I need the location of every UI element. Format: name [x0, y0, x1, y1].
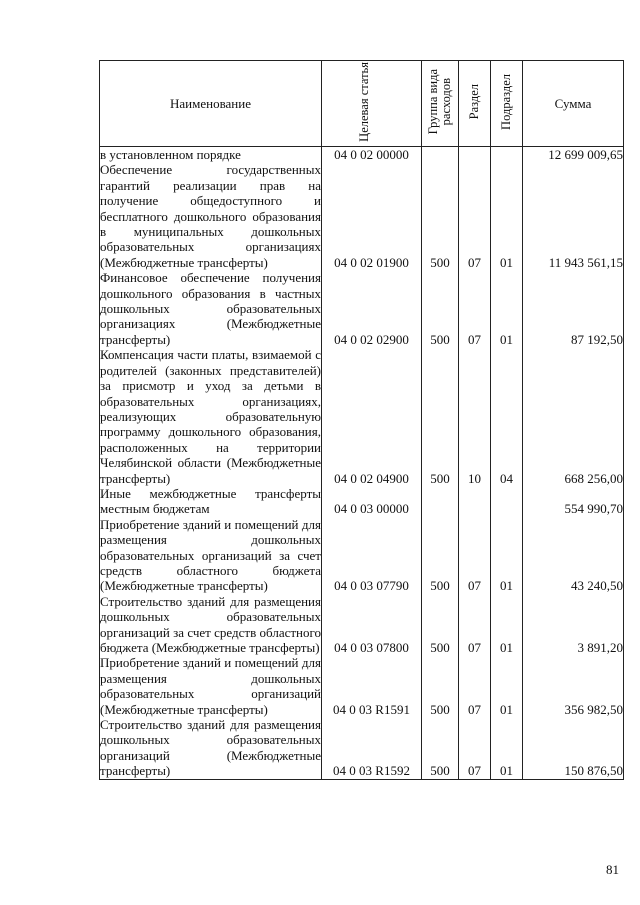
table-row [100, 270, 624, 347]
row-name: Приобретение зданий и помещений для размещения дошкольных образовательных организаций (Межбюджетные трансферты) [100, 655, 321, 717]
row-section: 10 [459, 347, 491, 486]
row-sum: 3 891,20 [523, 594, 624, 656]
row-subsection [491, 147, 523, 163]
row-target-code: 04 0 03 R1592 [322, 717, 422, 779]
row-group: 500 [422, 347, 459, 486]
row-name: в установленном порядке [100, 147, 322, 163]
header-target: Целевая статья [356, 61, 371, 142]
row-section: 07 [459, 517, 491, 594]
table-row [100, 486, 624, 517]
row-sum: 356 982,50 [523, 655, 624, 717]
header-target-cell [322, 61, 422, 147]
table-header-row [100, 61, 624, 147]
row-group [422, 486, 459, 517]
row-name: Приобретение зданий и помещений для размещения дошкольных образовательных организаций за счет средств областного бюджета (Межбюджетные трансферты) [100, 516, 321, 594]
row-subsection [491, 486, 523, 517]
row-sum: 11 943 561,15 [523, 162, 624, 270]
row-group: 500 [422, 517, 459, 594]
row-section: 07 [459, 162, 491, 270]
header-section: Раздел [467, 83, 481, 120]
table-row [100, 717, 624, 779]
row-target-code: 04 0 03 07800 [322, 594, 422, 656]
row-subsection: 01 [491, 517, 523, 594]
header-subsection-cell [491, 61, 523, 147]
row-sum: 87 192,50 [523, 270, 624, 347]
row-name: Компенсация части платы, взимаемой с родителей (законных представителей) за присмотр и уход за детьми в образовательных организациях, реализующих образовательную программу дошкольного образования, расположенных на территории Челябинской области (Межбюджетные трансферты) [100, 347, 321, 486]
header-group-line1: Группа вида [426, 68, 440, 135]
header-group [427, 69, 453, 134]
row-name: Строительство зданий для размещения дошкольных образовательных организаций (Межбюджетные трансферты) [100, 717, 321, 779]
row-target-code: 04 0 02 00000 [322, 147, 422, 163]
row-target-code: 04 0 02 04900 [322, 347, 422, 486]
row-group: 500 [422, 594, 459, 656]
row-subsection: 01 [491, 717, 523, 779]
row-sum: 554 990,70 [523, 486, 624, 517]
header-group-cell [422, 61, 459, 147]
row-group: 500 [422, 270, 459, 347]
table-row [100, 594, 624, 656]
row-section: 07 [459, 717, 491, 779]
row-target-code: 04 0 02 01900 [322, 162, 422, 270]
row-section: 07 [459, 655, 491, 717]
row-name: Обеспечение государственных гарантий реализации прав на получение общедоступного и бесплатного дошкольного образования в муниципальных дошкольных образовательных организациях (Межбюджетные трансферты) [100, 162, 321, 270]
table-row [100, 655, 624, 717]
row-group [422, 147, 459, 163]
row-subsection: 01 [491, 594, 523, 656]
header-name: Наименование [100, 61, 322, 147]
row-section: 07 [459, 270, 491, 347]
row-target-code: 04 0 02 02900 [322, 270, 422, 347]
row-name: Строительство зданий для размещения дошкольных образовательных организаций за счет средств областного бюджета (Межбюджетные трансферты) [100, 593, 321, 655]
row-target-code: 04 0 03 R1591 [322, 655, 422, 717]
budget-table [99, 60, 624, 780]
row-sum: 43 240,50 [523, 517, 624, 594]
row-section [459, 147, 491, 163]
table-row [100, 347, 624, 486]
row-section [459, 486, 491, 517]
page-number: 81 [606, 862, 619, 877]
row-subsection: 01 [491, 162, 523, 270]
row-target-code: 04 0 03 07790 [322, 517, 422, 594]
row-group: 500 [422, 162, 459, 270]
table-body [100, 147, 624, 780]
header-section-cell [459, 61, 491, 147]
header-group-line2: расходов [439, 77, 453, 126]
row-group: 500 [422, 655, 459, 717]
row-subsection: 01 [491, 270, 523, 347]
header-subsection: Подраздел [499, 73, 513, 130]
table-row [100, 147, 624, 163]
row-name: Финансовое обеспечение получения дошкольного образования в частных дошкольных образовательных организациях (Межбюджетные трансферты) [100, 270, 321, 347]
row-subsection: 04 [491, 347, 523, 486]
row-sum: 150 876,50 [523, 717, 624, 779]
table-row [100, 517, 624, 594]
table-row [100, 162, 624, 270]
row-subsection: 01 [491, 655, 523, 717]
row-target-code: 04 0 03 00000 [322, 486, 422, 517]
row-section: 07 [459, 594, 491, 656]
row-name: Иные межбюджетные трансферты местным бюджетам [100, 485, 321, 517]
row-sum: 12 699 009,65 [523, 147, 624, 163]
row-group: 500 [422, 717, 459, 779]
header-sum: Сумма [523, 61, 624, 147]
row-sum: 668 256,00 [523, 347, 624, 486]
